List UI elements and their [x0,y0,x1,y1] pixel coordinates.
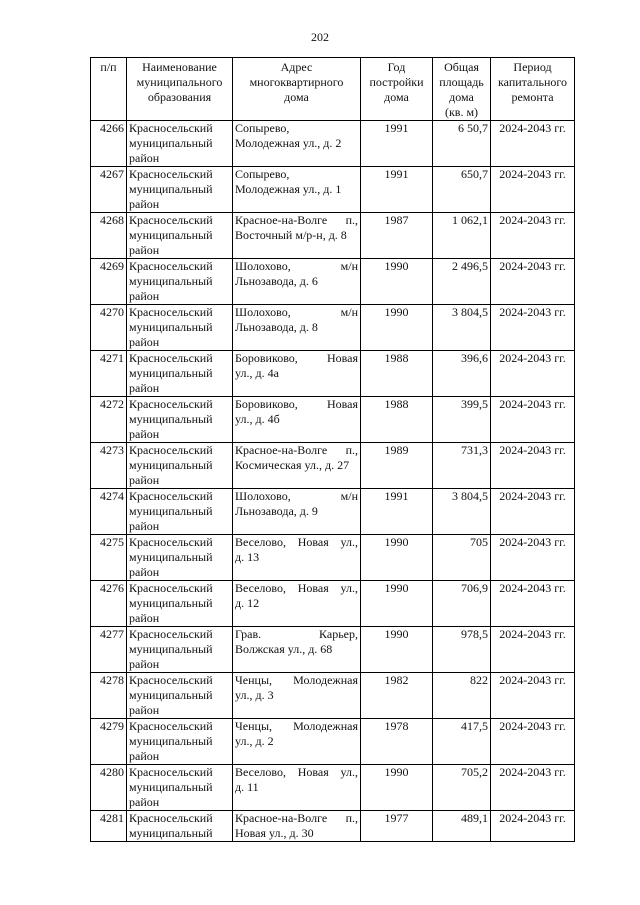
period-cell: 2024-2043 гг. [491,121,575,167]
table-body [91,121,575,842]
address-line [235,412,358,427]
housing-register-table [90,57,575,842]
municipality-cell [127,305,233,351]
header-period [491,58,575,121]
municipality-cell [127,121,233,167]
year-cell: 1982 [361,673,433,719]
area-cell: 650,7 [433,167,491,213]
municipality-line: муниципальный [129,550,213,564]
header-row [91,58,575,121]
municipality-line: район [129,795,160,809]
municipality-line: Красносельский [129,719,213,733]
row-number-cell: 4276 [91,581,127,627]
address-line [235,228,358,243]
address-word: д. 12 [235,596,260,610]
address-cell [233,397,361,443]
area-cell: 706,9 [433,581,491,627]
period-cell: 2024-2043 гг. [491,627,575,673]
municipality-cell [127,811,233,842]
address-word: Льнозавода, д. 9 [235,504,318,518]
municipality-line: район [129,289,160,303]
municipality-line: муниципальный [129,412,213,426]
municipality-cell [127,673,233,719]
address-cell [233,213,361,259]
row-number-cell: 4268 [91,213,127,259]
row-number-cell: 4271 [91,351,127,397]
address-word: ул., д. 4а [235,366,279,380]
municipality-cell [127,351,233,397]
row-number-cell: 4277 [91,627,127,673]
header-num-label: п/п [100,60,117,74]
address-word: п., [345,811,358,825]
table-row [91,305,575,351]
municipality-line: муниципальный [129,688,213,702]
table-row [91,489,575,535]
address-line [235,320,358,335]
municipality-cell [127,213,233,259]
row-number-cell: 4272 [91,397,127,443]
address-word: Боровиково, [235,397,298,411]
year-cell: 1987 [361,213,433,259]
year-cell: 1991 [361,167,433,213]
period-cell: 2024-2043 гг. [491,673,575,719]
address-line [235,458,358,473]
area-cell: 489,1 [433,811,491,842]
header-address-line: многоквартирного [249,75,344,89]
header-municipality [127,58,233,121]
address-line [235,550,358,565]
header-area-line: площадь [439,75,484,89]
municipality-cell [127,719,233,765]
header-year-line: Год [387,60,406,74]
row-number-cell: 4274 [91,489,127,535]
table-row [91,121,575,167]
municipality-line: муниципальный [129,826,213,840]
address-cell [233,121,361,167]
header-address [233,58,361,121]
area-cell: 396,6 [433,351,491,397]
address-word: Красное-на-Волге [235,213,328,227]
municipality-cell [127,535,233,581]
address-line [235,489,358,504]
address-word: Сопырево, [235,121,290,135]
row-number-cell: 4278 [91,673,127,719]
municipality-line: район [129,151,160,165]
address-line [235,688,358,703]
row-number-cell: 4275 [91,535,127,581]
municipality-line: муниципальный [129,320,213,334]
municipality-line: Красносельский [129,167,213,181]
address-word: Молодежная [293,673,358,687]
header-year-line: дома [384,90,409,104]
municipality-cell [127,443,233,489]
row-number-cell: 4273 [91,443,127,489]
area-cell: 822 [433,673,491,719]
municipality-line: район [129,335,160,349]
area-cell: 3 804,5 [433,305,491,351]
header-address-line: Адрес [280,60,313,74]
address-word: Карьер, [319,627,358,641]
address-word: Молодежная ул., д. 1 [235,182,342,196]
header-municipality-line: муниципального [136,75,223,89]
table-row [91,167,575,213]
address-word: Льнозавода, д. 8 [235,320,318,334]
address-word: д. 13 [235,550,260,564]
municipality-line: Красносельский [129,673,213,687]
address-word: д. 11 [235,780,259,794]
address-word: ул., [340,765,358,779]
year-cell: 1977 [361,811,433,842]
address-line [235,504,358,519]
address-cell [233,167,361,213]
municipality-line: Красносельский [129,489,213,503]
address-line [235,121,358,136]
address-word: Космическая ул., д. 27 [235,458,350,472]
period-cell: 2024-2043 гг. [491,719,575,765]
year-cell: 1978 [361,719,433,765]
municipality-line: Красносельский [129,305,213,319]
table-row [91,719,575,765]
row-number-cell: 4269 [91,259,127,305]
address-word: Новая [297,581,329,595]
address-word: Новая [297,765,329,779]
address-word: п., [345,443,358,457]
municipality-cell [127,765,233,811]
municipality-line: Красносельский [129,397,213,411]
municipality-cell [127,397,233,443]
area-cell: 1 062,1 [433,213,491,259]
address-word: Красное-на-Волге [235,443,328,457]
address-line [235,443,358,458]
address-line [235,182,358,197]
municipality-line: муниципальный [129,642,213,656]
municipality-line: муниципальный [129,228,213,242]
address-word: Новая [297,535,329,549]
header-municipality-line: Наименование [142,60,217,74]
municipality-line: район [129,611,160,625]
address-word: Новая ул., д. 30 [235,826,314,840]
municipality-line: Красносельский [129,351,213,365]
municipality-line: Красносельский [129,259,213,273]
year-cell: 1990 [361,765,433,811]
address-word: Молодежная [293,719,358,733]
row-number-cell: 4267 [91,167,127,213]
table-header [91,58,575,121]
municipality-line: муниципальный [129,274,213,288]
municipality-line: муниципальный [129,182,213,196]
header-area-line: дома [449,90,474,104]
area-cell: 705 [433,535,491,581]
municipality-line: муниципальный [129,734,213,748]
table-row [91,443,575,489]
address-word: Шолохово, [235,305,291,319]
address-word: Молодежная ул., д. 2 [235,136,342,150]
municipality-line: муниципальный [129,366,213,380]
address-line [235,535,358,550]
municipality-line: муниципальный [129,504,213,518]
address-word: Шолохово, [235,489,291,503]
address-line [235,596,358,611]
table-row [91,535,575,581]
row-number-cell: 4270 [91,305,127,351]
year-cell: 1991 [361,489,433,535]
municipality-line: муниципальный [129,596,213,610]
municipality-line: район [129,243,160,257]
address-line [235,397,358,412]
address-cell [233,351,361,397]
municipality-line: Красносельский [129,765,213,779]
period-cell: 2024-2043 гг. [491,443,575,489]
address-cell [233,489,361,535]
municipality-cell [127,489,233,535]
address-line [235,780,358,795]
period-cell: 2024-2043 гг. [491,305,575,351]
address-word: Ченцы, [235,673,273,687]
address-word: Веселово, [235,581,286,595]
header-year-line: постройки [369,75,424,89]
table-row [91,397,575,443]
address-line [235,765,358,780]
municipality-line: муниципальный [129,458,213,472]
address-word: Льнозавода, д. 6 [235,274,318,288]
address-line [235,642,358,657]
year-cell: 1990 [361,581,433,627]
address-word: Шолохово, [235,259,291,273]
address-line [235,274,358,289]
header-period-line: ремонта [511,90,554,104]
address-word: Красное-на-Волге [235,811,328,825]
address-word: ул., [340,581,358,595]
area-cell: 705,2 [433,765,491,811]
row-number-cell: 4266 [91,121,127,167]
year-cell: 1988 [361,397,433,443]
address-cell [233,673,361,719]
address-line [235,811,358,826]
address-word: ул., д. 3 [235,688,274,702]
municipality-line: Красносельский [129,627,213,641]
year-cell: 1989 [361,443,433,489]
address-line [235,734,358,749]
header-period-line: капитального [498,75,567,89]
address-line [235,627,358,642]
address-word: п., [345,213,358,227]
table-row [91,627,575,673]
header-area [433,58,491,121]
address-word: ул., д. 2 [235,734,274,748]
municipality-line: Красносельский [129,213,213,227]
year-cell: 1990 [361,627,433,673]
address-word: Ченцы, [235,719,273,733]
address-word: м/н [340,259,358,273]
address-line [235,366,358,381]
municipality-cell [127,627,233,673]
address-word: Новая [326,351,358,365]
address-line [235,167,358,182]
area-cell: 978,5 [433,627,491,673]
table-row [91,581,575,627]
area-cell: 417,5 [433,719,491,765]
table-row [91,673,575,719]
address-word: ул., д. 4б [235,412,280,426]
municipality-line: муниципальный [129,780,213,794]
address-word: Грав. [235,627,262,641]
address-word: Веселово, [235,535,286,549]
address-line [235,259,358,274]
period-cell: 2024-2043 гг. [491,811,575,842]
municipality-line: Красносельский [129,121,213,135]
address-line [235,351,358,366]
municipality-line: район [129,519,160,533]
municipality-cell [127,167,233,213]
table-row [91,213,575,259]
header-period-line: Период [513,60,552,74]
municipality-line: Красносельский [129,811,213,825]
area-cell: 6 50,7 [433,121,491,167]
header-num [91,58,127,121]
municipality-line: район [129,427,160,441]
period-cell: 2024-2043 гг. [491,489,575,535]
table-row [91,351,575,397]
address-cell [233,443,361,489]
municipality-line: район [129,197,160,211]
address-line [235,305,358,320]
header-address-line: дома [284,90,309,104]
address-cell [233,259,361,305]
municipality-line: район [129,565,160,579]
address-cell [233,305,361,351]
municipality-cell [127,581,233,627]
address-word: Веселово, [235,765,286,779]
municipality-line: муниципальный [129,136,213,150]
municipality-cell [127,259,233,305]
year-cell: 1990 [361,535,433,581]
address-line [235,719,358,734]
period-cell: 2024-2043 гг. [491,535,575,581]
page-number: 202 [311,30,329,44]
header-area-line: Общая [444,60,479,74]
address-line [235,213,358,228]
row-number-cell: 4281 [91,811,127,842]
header-area-line: (кв. м) [444,105,479,119]
address-word: Боровиково, [235,351,298,365]
row-number-cell: 4280 [91,765,127,811]
period-cell: 2024-2043 гг. [491,351,575,397]
municipality-line: район [129,657,160,671]
address-line [235,673,358,688]
period-cell: 2024-2043 гг. [491,581,575,627]
address-line [235,581,358,596]
table-row [91,765,575,811]
year-cell: 1991 [361,121,433,167]
year-cell: 1990 [361,305,433,351]
municipality-line: район [129,749,160,763]
municipality-line: Красносельский [129,535,213,549]
address-word: ул., [340,535,358,549]
row-number-cell: 4279 [91,719,127,765]
address-word: Сопырево, [235,167,290,181]
period-cell: 2024-2043 гг. [491,765,575,811]
table-row [91,811,575,842]
year-cell: 1990 [361,259,433,305]
header-year [361,58,433,121]
municipality-line: район [129,473,160,487]
address-word: м/н [340,489,358,503]
period-cell: 2024-2043 гг. [491,259,575,305]
address-word: Восточный м/р-н, д. 8 [235,228,347,242]
address-cell [233,627,361,673]
address-cell [233,719,361,765]
address-cell [233,765,361,811]
address-line [235,826,358,841]
municipality-line: район [129,381,160,395]
address-line [235,136,358,151]
address-cell [233,811,361,842]
address-word: Новая [326,397,358,411]
municipality-line: Красносельский [129,581,213,595]
area-cell: 2 496,5 [433,259,491,305]
address-cell [233,581,361,627]
address-word: м/н [340,305,358,319]
header-municipality-line: образования [147,90,212,104]
address-cell [233,535,361,581]
area-cell: 731,3 [433,443,491,489]
address-word: Волжская ул., д. 68 [235,642,333,656]
municipality-line: район [129,703,160,717]
municipality-line: Красносельский [129,443,213,457]
period-cell: 2024-2043 гг. [491,167,575,213]
area-cell: 3 804,5 [433,489,491,535]
table-row [91,259,575,305]
period-cell: 2024-2043 гг. [491,397,575,443]
period-cell: 2024-2043 гг. [491,213,575,259]
year-cell: 1988 [361,351,433,397]
area-cell: 399,5 [433,397,491,443]
